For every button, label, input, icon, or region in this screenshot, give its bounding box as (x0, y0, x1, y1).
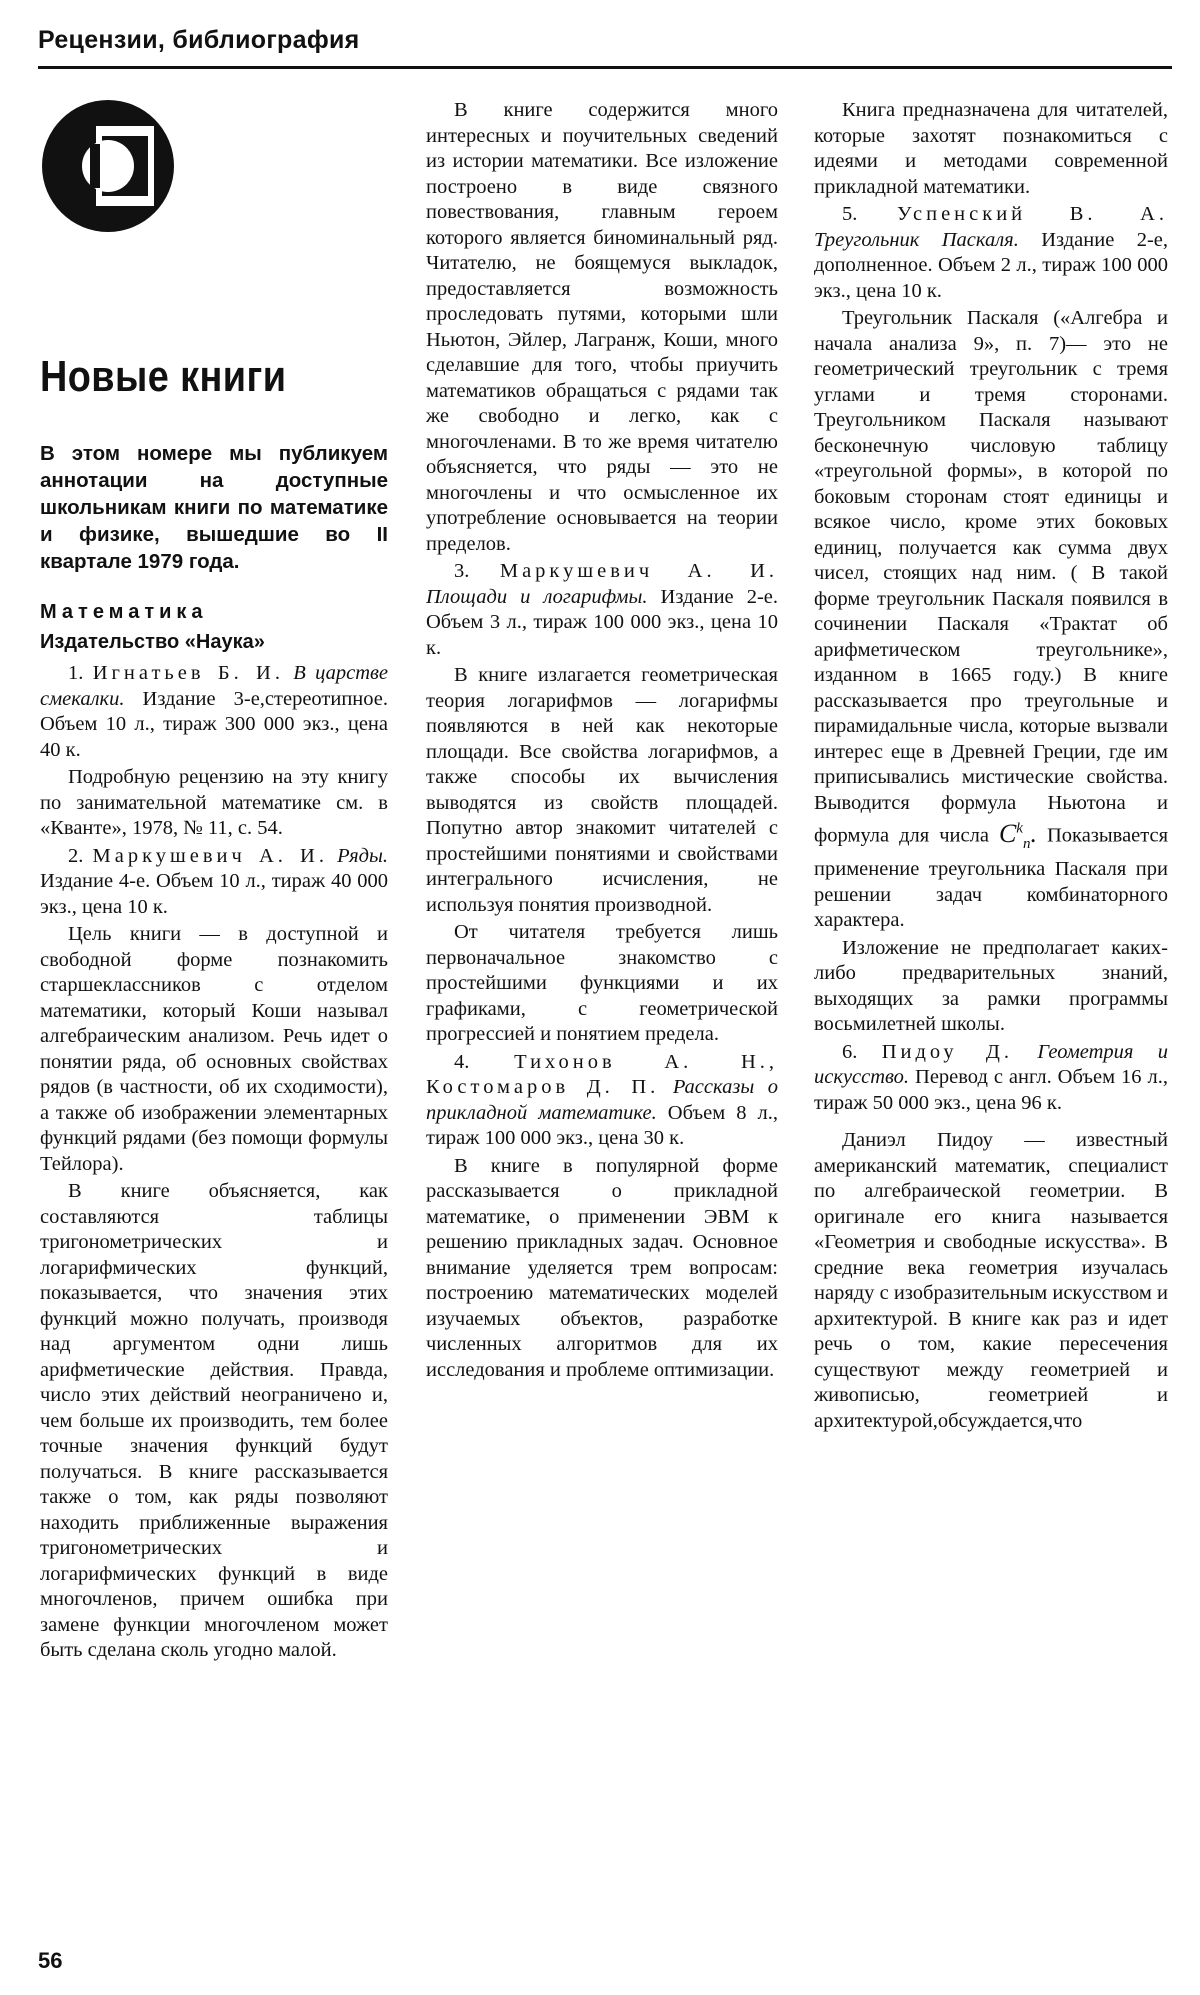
book-details: Издание 4-е. Объем 10 л., тираж 40 000 экз., цена 10 к. (40, 870, 388, 918)
book-details: Перевод с англ. Объем 16 л., тираж 50 000 экз., цена 96 к. (814, 1066, 1168, 1114)
book-title: В царстве смекалки. (40, 662, 389, 710)
section-heading: Математика (40, 601, 208, 623)
section-logo-icon (38, 96, 178, 236)
formula-sup: k (1016, 820, 1023, 836)
book-author: Маркушевич А. И. (92, 844, 328, 867)
book-title: Площади и логарифмы. (426, 585, 648, 608)
book-author: Успенский В. А. (896, 203, 1169, 225)
binomial-formula: $C^k_n$. (998, 818, 1037, 852)
book-annotation: Даниэл Пидоу — известный американский математик, специалист по алгебраической геометрии. В оригинале его книга называется «Геометрия и свободные искусства». В средние века геометрия изучалась наряду с изобразительным искусством и архитектурой. В книге как раз и идет речь о том, какие пересечения существуют между геометрией и живописью, геометрией и архитектурой,обсуждается,что (814, 1129, 1168, 1432)
book-annotation: В книге в популярной форме рассказывается о прикладной математике, о применении ЭВМ к решению прикладных задач. Основное внимание уделяется трем вопросам: построению математических моделей изучаемых объектов, разработке численных алгоритмов для их исследования и проблеме оптимизации. (426, 1154, 778, 1381)
page-number: 56 (38, 1948, 63, 1973)
book-number: 3. (454, 560, 470, 582)
intro-text: В этом номере мы публикуем аннотации на доступные школьникам книги по математике и физике, вышедшие во II квартале 1979 года. (40, 442, 388, 573)
book-annotation: Подробную рецензию на эту книгу по занимательной математике см. в «Кванте», 1978, № 11, с. 54. (40, 766, 388, 839)
book-details: Издание 2-е, дополненное. Объем 2 л., тираж 100 000 экз., цена 10 к. (814, 228, 1169, 302)
book-details: Объем 8 л., тираж 100 000 экз., цена 30 к. (426, 1101, 778, 1149)
book-number: 1. (68, 662, 84, 684)
book-annotation: Книга предназначена для читателей, которые захотят познакомиться с идеями и методами современной прикладной математики. (814, 99, 1168, 198)
book-author: Маркушевич А. И. (499, 560, 779, 582)
header-rule (38, 66, 1172, 69)
book-annotation (814, 306, 1168, 934)
book-annotation: Цель книги — в доступной и свободной форме познакомить старшеклассников с отделом математики, который Коши называл алгебраическим анализом. Речь идет о понятии ряда, об основных свойствах рядов (в частности, об их сходимости), а также об изображении элементарных функций рядами (без помощи формулы Тейлора). (40, 923, 388, 1175)
book-number: 2. (68, 844, 84, 867)
book-author: Тихонов А. Н., Костомаров Д. П. (426, 1050, 779, 1098)
formula-sub: n (1022, 835, 1031, 852)
book-entry-4 (426, 1050, 778, 1152)
book-annotation: В книге излагается геометрическая теория логарифмов — логарифмы появляются в ней как некоторые площади. Все свойства логарифмов, а также способы их вычисления выводятся из свойств площадей. Попутно автор знакомит читателей с простейшими понятиями и свойствами интегрального исчисления, не используя понятия производной. (426, 664, 778, 916)
book-title: Треугольник Паскаля. (814, 228, 1019, 251)
column-3 (814, 98, 1168, 1434)
book-author: Игнатьев Б. И. (92, 662, 284, 684)
book-details: Издание 3-е,стереотипное. Объем 10 л., тираж 300 000 экз., цена 40 к. (40, 687, 388, 761)
book-title: Рассказы о прикладной математике. (426, 1076, 778, 1124)
book-entry-6 (814, 1040, 1168, 1117)
column-2 (426, 98, 778, 1383)
column-1 (40, 600, 388, 1664)
annotation-text: Треугольник Паскаля («Алгебра и начала анализа 9», п. 7)— это не геометрический треугольник с тремя углами и тремя сторонами. Треугольником Паскаля называют бесконечную числовую таблицу «треугольной формы», в которой по боковым сторонам стоят единицы и всякое число, кроме этих боковых единиц, получается как сумма двух чисел, стоящих над ним. ( В такой форме треугольник Паскаля появился в сочинении Паскаля «Трактат об арифметическом треугольнике», изданном в 1665 году.) В книге рассказывается про треугольные и пирамидальные числа, которые вызвали интерес еще в Древней Греции, где им приписывались мистические свойства. Выводится формула Ньютона и формула для числа (814, 307, 1168, 847)
book-number: 4. (454, 1050, 470, 1073)
book-entry-1 (40, 661, 388, 763)
book-annotation: В книге содержится много интересных и поучительных сведений из истории математики. Все изложение построено в виде связного повествования, главным героем которого является биноминальный ряд. Читателю, не боящемуся выкладок, предоставляется возможность проследовать путями, которыми шли Ньютон, Эйлер, Лагранж, Коши, много сделавшие для того, чтобы приучить математиков обращаться с рядами так же свободно и легко, как с многочленами. В то же время читателю объясняется, что ряды — это не многочлены и что осмысленное их употребление основывается на теории пределов. (426, 99, 778, 555)
formula-base: C (998, 818, 1017, 848)
book-title: Ряды. (337, 844, 388, 867)
book-title: Геометрия и искусство. (814, 1040, 1168, 1089)
book-entry-3 (426, 559, 778, 661)
book-entry-2 (40, 844, 388, 921)
book-details: Издание 2-е. Объем 3 л., тираж 100 000 экз., цена 10 к. (426, 585, 778, 659)
page-title: Новые книги (40, 352, 287, 401)
section-header: Рецензии, библиография (38, 26, 360, 54)
publisher-heading: Издательство «Наука» (40, 630, 265, 653)
book-number: 5. (842, 203, 858, 225)
book-author: Пидоу Д. (881, 1040, 1014, 1063)
book-entry-5 (814, 202, 1168, 304)
book-annotation: Изложение не предполагает каких-либо предварительных знаний, выходящих за рамки программы восьмилетней школы. (814, 936, 1168, 1036)
book-annotation: В книге объясняется, как составляются таблицы тригонометрических и логарифмических функций, показывается, что значения этих функций можно получать, производя над аргументом одни лишь арифметические действия. Правда, число этих действий неограничено и, чем больше их производить, тем более точные значения функций будут получаться. В книге рассказывается также о том, как ряды позволяют находить приближенные выражения тригонометрических и логарифмических функций в виде многочленов, причем ошибка при замене функции многочленом может быть сделана сколь угодно малой. (40, 1180, 388, 1661)
book-annotation: От читателя требуется лишь первоначальное знакомство с простейшими функциями и их графиками, с геометрической прогрессией и понятием предела. (426, 921, 778, 1045)
annotation-text-cont: Показывается применение треугольника Паскаля при решении задач комбинаторного характера. (814, 824, 1169, 932)
book-number: 6. (842, 1040, 858, 1063)
